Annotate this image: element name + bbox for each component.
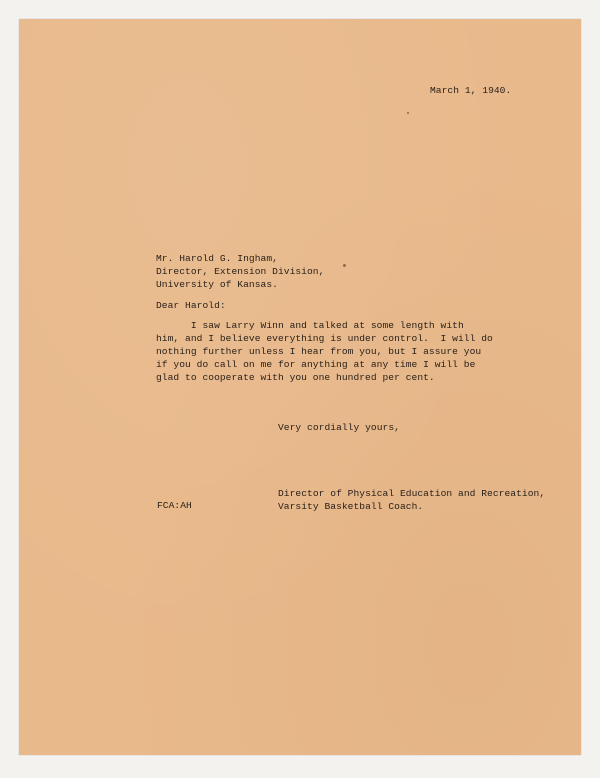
letter-page: [19, 19, 581, 755]
letter-date: March 1, 1940.: [430, 85, 512, 96]
recipient-title: Director, Extension Division,: [156, 266, 325, 277]
closing: Very cordially yours,: [278, 422, 400, 433]
body-line-2: him, and I believe everything is under control. I will do: [156, 333, 493, 344]
typist-initials: FCA:AH: [157, 500, 192, 511]
signature-title-1: Director of Physical Education and Recreation,: [278, 488, 546, 499]
body-line-4: if you do call on me for anything at any time I will be: [156, 359, 476, 370]
ink-speck: [407, 112, 409, 114]
salutation: Dear Harold:: [156, 300, 226, 311]
recipient-name: Mr. Harold G. Ingham,: [156, 253, 278, 264]
body-line-1: I saw Larry Winn and talked at some length with: [156, 320, 464, 331]
body-line-5: glad to cooperate with you one hundred per cent.: [156, 372, 435, 383]
body-line-3: nothing further unless I hear from you, but I assure you: [156, 346, 482, 357]
signature-title-2: Varsity Basketball Coach.: [278, 501, 424, 512]
ink-speck: [343, 264, 346, 267]
recipient-institution: University of Kansas.: [156, 279, 278, 290]
